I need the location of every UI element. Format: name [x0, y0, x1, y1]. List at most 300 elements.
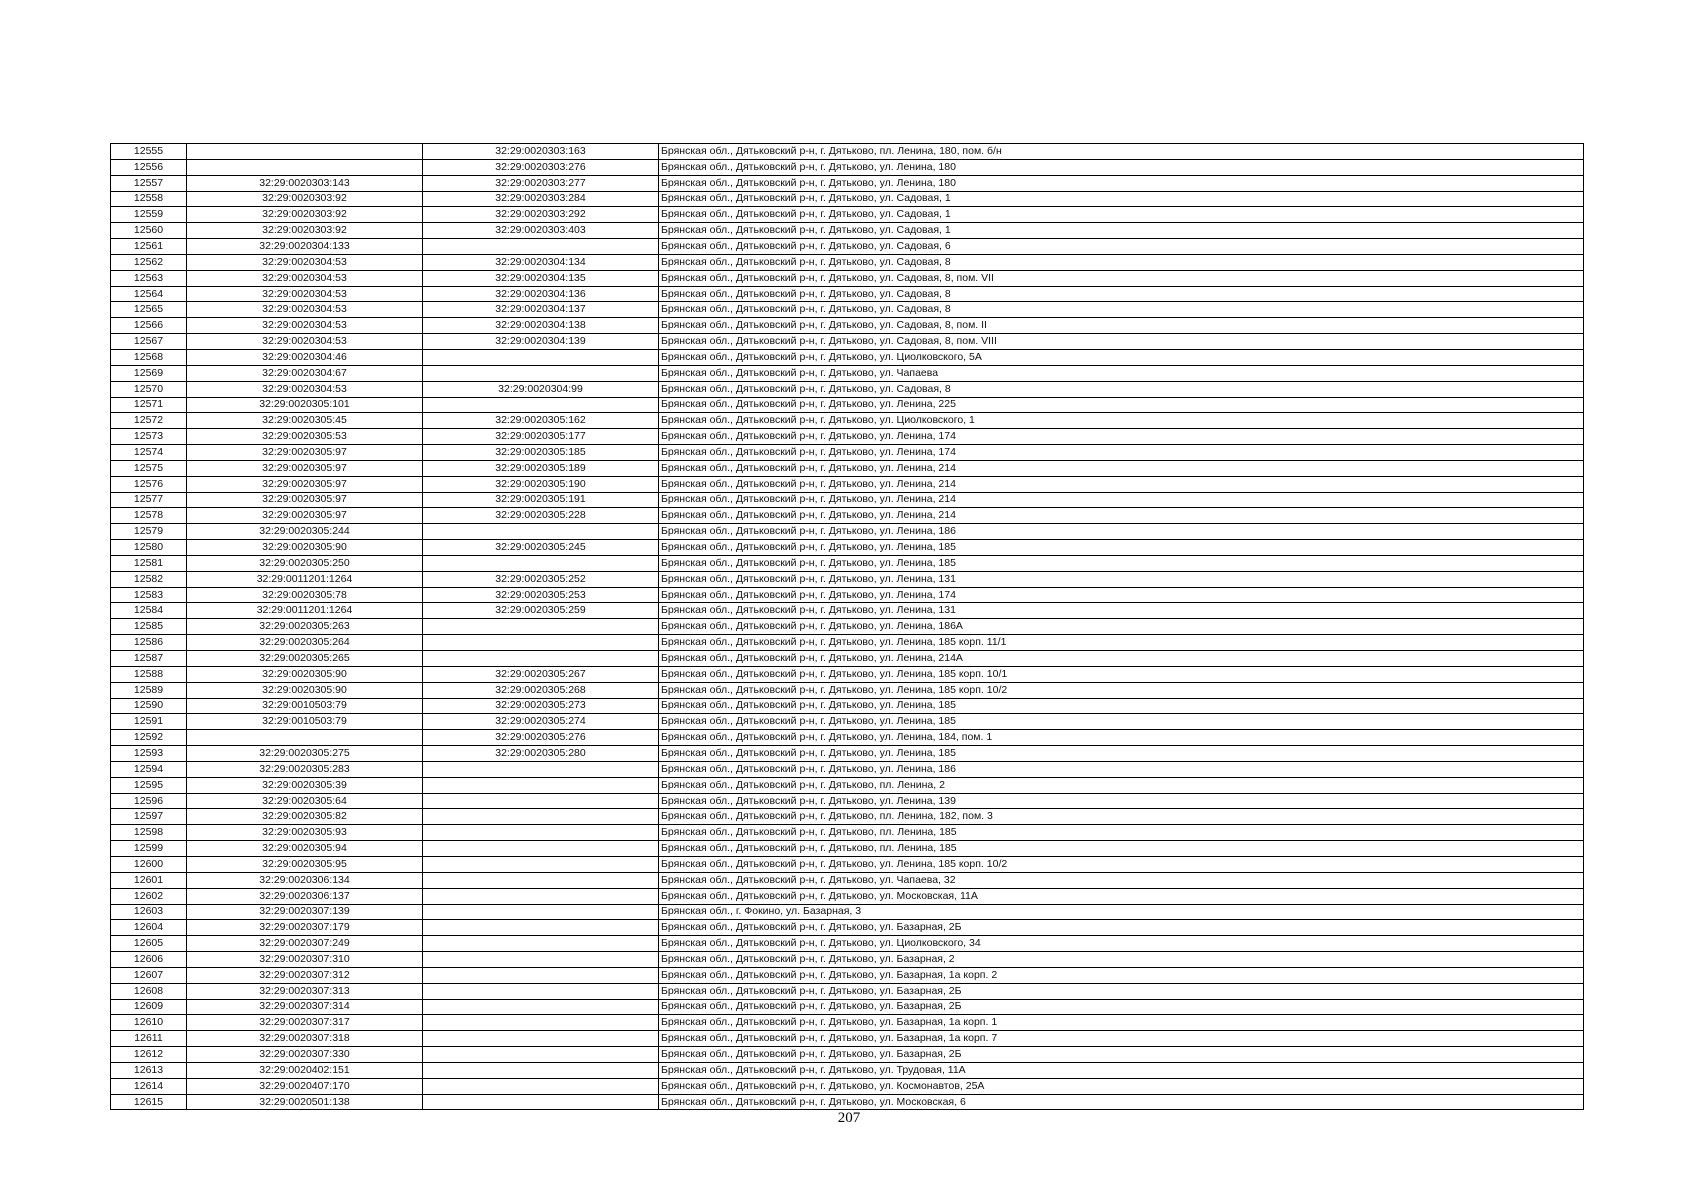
row-number-cell: 12603 [111, 904, 187, 920]
cadastral-number-cell: 32:29:0020304:137 [423, 302, 659, 318]
cadastral-number-cell [423, 777, 659, 793]
cadastral-number-cell [423, 936, 659, 952]
address-cell: Брянская обл., Дятьковский р-н, г. Дятьково, ул. Садовая, 8 [659, 286, 1584, 302]
cadastral-number-cell: 32:29:0020305:274 [423, 714, 659, 730]
cadastral-number-cell [423, 967, 659, 983]
row-number-cell: 12606 [111, 952, 187, 968]
table-row [111, 920, 1584, 936]
parent-cadastral-number-cell: 32:29:0020305:78 [187, 587, 423, 603]
table-row [111, 413, 1584, 429]
row-number-cell: 12594 [111, 761, 187, 777]
table-row [111, 1062, 1584, 1078]
address-cell: Брянская обл., Дятьковский р-н, г. Дятьково, ул. Ленина, 185 [659, 540, 1584, 556]
cadastral-number-cell [423, 888, 659, 904]
address-cell: Брянская обл., Дятьковский р-н, г. Дятьково, ул. Циолковского, 34 [659, 936, 1584, 952]
table-row [111, 207, 1584, 223]
table-row [111, 1015, 1584, 1031]
row-number-cell: 12614 [111, 1078, 187, 1094]
parent-cadastral-number-cell: 32:29:0020303:143 [187, 175, 423, 191]
parent-cadastral-number-cell: 32:29:0020306:137 [187, 888, 423, 904]
row-number-cell: 12569 [111, 365, 187, 381]
address-cell: Брянская обл., Дятьковский р-н, г. Дятьково, ул. Ленина, 185 [659, 698, 1584, 714]
parent-cadastral-number-cell: 32:29:0020407:170 [187, 1078, 423, 1094]
parent-cadastral-number-cell [187, 144, 423, 160]
row-number-cell: 12602 [111, 888, 187, 904]
address-cell: Брянская обл., Дятьковский р-н, г. Дятьково, ул. Базарная, 1а корп. 7 [659, 1031, 1584, 1047]
cadastral-number-cell [423, 920, 659, 936]
parent-cadastral-number-cell: 32:29:0020305:90 [187, 682, 423, 698]
row-number-cell: 12609 [111, 999, 187, 1015]
parent-cadastral-number-cell [187, 159, 423, 175]
cadastral-number-cell: 32:29:0020304:99 [423, 381, 659, 397]
table-row [111, 651, 1584, 667]
row-number-cell: 12597 [111, 809, 187, 825]
cadastral-number-cell: 32:29:0020305:253 [423, 587, 659, 603]
address-cell: Брянская обл., Дятьковский р-н, г. Дятьково, ул. Ленина, 186А [659, 619, 1584, 635]
parent-cadastral-number-cell: 32:29:0020305:53 [187, 429, 423, 445]
table-row [111, 603, 1584, 619]
row-number-cell: 12608 [111, 983, 187, 999]
cadastral-number-cell: 32:29:0020305:268 [423, 682, 659, 698]
table-row [111, 334, 1584, 350]
table-row [111, 967, 1584, 983]
cadastral-number-cell: 32:29:0020305:228 [423, 508, 659, 524]
row-number-cell: 12566 [111, 318, 187, 334]
parent-cadastral-number-cell: 32:29:0020305:64 [187, 793, 423, 809]
row-number-cell: 12604 [111, 920, 187, 936]
cadastral-number-cell: 32:29:0020305:276 [423, 730, 659, 746]
row-number-cell: 12613 [111, 1062, 187, 1078]
parent-cadastral-number-cell: 32:29:0020305:94 [187, 841, 423, 857]
table-row [111, 445, 1584, 461]
cadastral-number-cell [423, 904, 659, 920]
address-cell: Брянская обл., Дятьковский р-н, г. Дятьково, ул. Садовая, 8 [659, 254, 1584, 270]
row-number-cell: 12557 [111, 175, 187, 191]
table-row [111, 1078, 1584, 1094]
row-number-cell: 12584 [111, 603, 187, 619]
address-cell: Брянская обл., Дятьковский р-н, г. Дятьково, ул. Базарная, 1а корп. 2 [659, 967, 1584, 983]
row-number-cell: 12556 [111, 159, 187, 175]
address-cell: Брянская обл., Дятьковский р-н, г. Дятьково, ул. Ленина, 131 [659, 571, 1584, 587]
parent-cadastral-number-cell: 32:29:0020305:97 [187, 445, 423, 461]
cadastral-number-cell [423, 999, 659, 1015]
table-row [111, 349, 1584, 365]
address-cell: Брянская обл., Дятьковский р-н, г. Дятьково, ул. Ленина, 185 корп. 10/1 [659, 666, 1584, 682]
address-cell: Брянская обл., Дятьковский р-н, г. Дятьково, ул. Ленина, 186 [659, 761, 1584, 777]
cadastral-number-cell [423, 397, 659, 413]
table-row [111, 270, 1584, 286]
address-cell: Брянская обл., Дятьковский р-н, г. Дятьково, ул. Базарная, 1а корп. 1 [659, 1015, 1584, 1031]
address-cell: Брянская обл., Дятьковский р-н, г. Дятьково, ул. Ленина, 214 [659, 476, 1584, 492]
cadastral-number-cell: 32:29:0020303:277 [423, 175, 659, 191]
row-number-cell: 12600 [111, 856, 187, 872]
table-row [111, 952, 1584, 968]
parent-cadastral-number-cell: 32:29:0010503:79 [187, 698, 423, 714]
cadastral-number-cell: 32:29:0020304:135 [423, 270, 659, 286]
address-cell: Брянская обл., г. Фокино, ул. Базарная, 3 [659, 904, 1584, 920]
table-row [111, 492, 1584, 508]
cadastral-number-cell [423, 761, 659, 777]
cadastral-number-cell [423, 825, 659, 841]
cadastral-number-cell: 32:29:0020304:139 [423, 334, 659, 350]
parent-cadastral-number-cell: 32:29:0020305:244 [187, 524, 423, 540]
table-row [111, 872, 1584, 888]
table-row [111, 144, 1584, 160]
table-row [111, 999, 1584, 1015]
table-row [111, 365, 1584, 381]
address-cell: Брянская обл., Дятьковский р-н, г. Дятьково, ул. Садовая, 8 [659, 381, 1584, 397]
table-row [111, 746, 1584, 762]
row-number-cell: 12598 [111, 825, 187, 841]
parent-cadastral-number-cell: 32:29:0020501:138 [187, 1094, 423, 1110]
parent-cadastral-number-cell: 32:29:0020305:90 [187, 540, 423, 556]
cadastral-number-cell: 32:29:0020303:276 [423, 159, 659, 175]
address-cell: Брянская обл., Дятьковский р-н, г. Дятьково, ул. Ленина, 185 корп. 11/1 [659, 635, 1584, 651]
cadastral-number-cell [423, 841, 659, 857]
cadastral-number-cell [423, 1094, 659, 1110]
cadastral-number-cell [423, 619, 659, 635]
row-number-cell: 12555 [111, 144, 187, 160]
table-row [111, 397, 1584, 413]
row-number-cell: 12560 [111, 223, 187, 239]
address-cell: Брянская обл., Дятьковский р-н, г. Дятьково, ул. Ленина, 214 [659, 460, 1584, 476]
address-cell: Брянская обл., Дятьковский р-н, г. Дятьково, ул. Садовая, 1 [659, 223, 1584, 239]
row-number-cell: 12564 [111, 286, 187, 302]
row-number-cell: 12591 [111, 714, 187, 730]
table-row [111, 936, 1584, 952]
address-cell: Брянская обл., Дятьковский р-н, г. Дятьково, ул. Ленина, 131 [659, 603, 1584, 619]
parent-cadastral-number-cell: 32:29:0020306:134 [187, 872, 423, 888]
parent-cadastral-number-cell: 32:29:0020304:46 [187, 349, 423, 365]
cadastral-number-cell [423, 635, 659, 651]
cadastral-number-cell [423, 365, 659, 381]
cadastral-number-cell [423, 809, 659, 825]
address-cell: Брянская обл., Дятьковский р-н, г. Дятьково, пл. Ленина, 180, пом. б/н [659, 144, 1584, 160]
parent-cadastral-number-cell: 32:29:0020307:179 [187, 920, 423, 936]
parent-cadastral-number-cell: 32:29:0020307:314 [187, 999, 423, 1015]
table-row [111, 841, 1584, 857]
table-row [111, 159, 1584, 175]
cadastral-number-cell: 32:29:0020304:134 [423, 254, 659, 270]
cadastral-number-cell [423, 349, 659, 365]
table-row [111, 761, 1584, 777]
cadastral-number-cell: 32:29:0020303:163 [423, 144, 659, 160]
address-cell: Брянская обл., Дятьковский р-н, г. Дятьково, ул. Московская, 11А [659, 888, 1584, 904]
table-row [111, 888, 1584, 904]
row-number-cell: 12568 [111, 349, 187, 365]
address-cell: Брянская обл., Дятьковский р-н, г. Дятьково, ул. Ленина, 214А [659, 651, 1584, 667]
row-number-cell: 12610 [111, 1015, 187, 1031]
parent-cadastral-number-cell: 32:29:0020305:93 [187, 825, 423, 841]
cadastral-number-cell: 32:29:0020303:403 [423, 223, 659, 239]
address-cell: Брянская обл., Дятьковский р-н, г. Дятьково, пл. Ленина, 182, пом. 3 [659, 809, 1584, 825]
cadastral-number-cell [423, 651, 659, 667]
row-number-cell: 12572 [111, 413, 187, 429]
table-row [111, 698, 1584, 714]
address-cell: Брянская обл., Дятьковский р-н, г. Дятьково, ул. Ленина, 174 [659, 429, 1584, 445]
parent-cadastral-number-cell: 32:29:0020305:263 [187, 619, 423, 635]
parent-cadastral-number-cell: 32:29:0020304:53 [187, 254, 423, 270]
table-row [111, 682, 1584, 698]
address-cell: Брянская обл., Дятьковский р-н, г. Дятьково, ул. Садовая, 8, пом. II [659, 318, 1584, 334]
table-row [111, 540, 1584, 556]
cadastral-number-cell: 32:29:0020305:189 [423, 460, 659, 476]
table-row [111, 571, 1584, 587]
address-cell: Брянская обл., Дятьковский р-н, г. Дятьково, ул. Садовая, 8 [659, 302, 1584, 318]
address-cell: Брянская обл., Дятьковский р-н, г. Дятьково, ул. Ленина, 174 [659, 587, 1584, 603]
row-number-cell: 12579 [111, 524, 187, 540]
row-number-cell: 12601 [111, 872, 187, 888]
table-row [111, 730, 1584, 746]
parent-cadastral-number-cell: 32:29:0011201:1264 [187, 571, 423, 587]
address-cell: Брянская обл., Дятьковский р-н, г. Дятьково, пл. Ленина, 185 [659, 841, 1584, 857]
table-row [111, 318, 1584, 334]
cadastral-number-cell [423, 524, 659, 540]
address-cell: Брянская обл., Дятьковский р-н, г. Дятьково, ул. Ленина, 185 корп. 10/2 [659, 856, 1584, 872]
row-number-cell: 12596 [111, 793, 187, 809]
parent-cadastral-number-cell: 32:29:0010503:79 [187, 714, 423, 730]
address-cell: Брянская обл., Дятьковский р-н, г. Дятьково, ул. Чапаева [659, 365, 1584, 381]
parent-cadastral-number-cell: 32:29:0020305:95 [187, 856, 423, 872]
address-cell: Брянская обл., Дятьковский р-н, г. Дятьково, ул. Ленина, 184, пом. 1 [659, 730, 1584, 746]
row-number-cell: 12605 [111, 936, 187, 952]
parent-cadastral-number-cell: 32:29:0020303:92 [187, 223, 423, 239]
cadastral-number-cell: 32:29:0020303:292 [423, 207, 659, 223]
table-row [111, 825, 1584, 841]
parent-cadastral-number-cell: 32:29:0020307:139 [187, 904, 423, 920]
parent-cadastral-number-cell: 32:29:0020305:82 [187, 809, 423, 825]
address-cell: Брянская обл., Дятьковский р-н, г. Дятьково, ул. Ленина, 180 [659, 159, 1584, 175]
table-row [111, 286, 1584, 302]
parent-cadastral-number-cell: 32:29:0020304:53 [187, 318, 423, 334]
parent-cadastral-number-cell: 32:29:0020305:90 [187, 666, 423, 682]
address-cell: Брянская обл., Дятьковский р-н, г. Дятьково, ул. Трудовая, 11А [659, 1062, 1584, 1078]
row-number-cell: 12581 [111, 555, 187, 571]
address-cell: Брянская обл., Дятьковский р-н, г. Дятьково, ул. Циолковского, 1 [659, 413, 1584, 429]
row-number-cell: 12563 [111, 270, 187, 286]
parent-cadastral-number-cell: 32:29:0020304:67 [187, 365, 423, 381]
row-number-cell: 12578 [111, 508, 187, 524]
cadastral-number-cell: 32:29:0020304:136 [423, 286, 659, 302]
address-cell: Брянская обл., Дятьковский р-н, г. Дятьково, ул. Базарная, 2 [659, 952, 1584, 968]
table-row [111, 555, 1584, 571]
page-number: 207 [837, 1110, 861, 1126]
address-cell: Брянская обл., Дятьковский р-н, г. Дятьково, ул. Циолковского, 5А [659, 349, 1584, 365]
table-row [111, 856, 1584, 872]
parent-cadastral-number-cell: 32:29:0020402:151 [187, 1062, 423, 1078]
address-cell: Брянская обл., Дятьковский р-н, г. Дятьково, ул. Ленина, 186 [659, 524, 1584, 540]
row-number-cell: 12562 [111, 254, 187, 270]
row-number-cell: 12571 [111, 397, 187, 413]
cadastral-number-cell: 32:29:0020305:191 [423, 492, 659, 508]
cadastral-number-cell: 32:29:0020305:252 [423, 571, 659, 587]
cadastral-number-cell: 32:29:0020303:284 [423, 191, 659, 207]
address-cell: Брянская обл., Дятьковский р-н, г. Дятьково, ул. Базарная, 2Б [659, 999, 1584, 1015]
parent-cadastral-number-cell: 32:29:0020305:97 [187, 492, 423, 508]
cadastral-number-cell: 32:29:0020305:259 [423, 603, 659, 619]
address-cell: Брянская обл., Дятьковский р-н, г. Дятьково, ул. Садовая, 8, пом. VII [659, 270, 1584, 286]
cadastral-number-cell [423, 872, 659, 888]
table-row [111, 239, 1584, 255]
row-number-cell: 12577 [111, 492, 187, 508]
row-number-cell: 12561 [111, 239, 187, 255]
table-row [111, 508, 1584, 524]
address-cell: Брянская обл., Дятьковский р-н, г. Дятьково, ул. Садовая, 6 [659, 239, 1584, 255]
row-number-cell: 12592 [111, 730, 187, 746]
cadastral-number-cell [423, 983, 659, 999]
address-cell: Брянская обл., Дятьковский р-н, г. Дятьково, пл. Ленина, 185 [659, 825, 1584, 841]
parent-cadastral-number-cell: 32:29:0020305:265 [187, 651, 423, 667]
parent-cadastral-number-cell: 32:29:0020305:45 [187, 413, 423, 429]
address-cell: Брянская обл., Дятьковский р-н, г. Дятьково, ул. Ленина, 214 [659, 508, 1584, 524]
table-row [111, 809, 1584, 825]
row-number-cell: 12573 [111, 429, 187, 445]
row-number-cell: 12575 [111, 460, 187, 476]
registry-table-body [111, 144, 1584, 1110]
table-row [111, 429, 1584, 445]
row-number-cell: 12612 [111, 1047, 187, 1063]
row-number-cell: 12583 [111, 587, 187, 603]
table-row [111, 191, 1584, 207]
parent-cadastral-number-cell: 32:29:0020305:250 [187, 555, 423, 571]
parent-cadastral-number-cell: 32:29:0020307:330 [187, 1047, 423, 1063]
parent-cadastral-number-cell: 32:29:0020305:275 [187, 746, 423, 762]
address-cell: Брянская обл., Дятьковский р-н, г. Дятьково, ул. Базарная, 2Б [659, 983, 1584, 999]
parent-cadastral-number-cell: 32:29:0020305:97 [187, 508, 423, 524]
row-number-cell: 12558 [111, 191, 187, 207]
row-number-cell: 12615 [111, 1094, 187, 1110]
parent-cadastral-number-cell: 32:29:0020307:249 [187, 936, 423, 952]
row-number-cell: 12559 [111, 207, 187, 223]
cadastral-number-cell [423, 793, 659, 809]
table-row [111, 793, 1584, 809]
row-number-cell: 12599 [111, 841, 187, 857]
cadastral-number-cell [423, 1078, 659, 1094]
address-cell: Брянская обл., Дятьковский р-н, г. Дятьково, ул. Чапаева, 32 [659, 872, 1584, 888]
row-number-cell: 12567 [111, 334, 187, 350]
table-row [111, 1031, 1584, 1047]
parent-cadastral-number-cell: 32:29:0020304:133 [187, 239, 423, 255]
parent-cadastral-number-cell: 32:29:0020303:92 [187, 191, 423, 207]
table-row [111, 524, 1584, 540]
row-number-cell: 12607 [111, 967, 187, 983]
cadastral-number-cell: 32:29:0020305:190 [423, 476, 659, 492]
row-number-cell: 12565 [111, 302, 187, 318]
parent-cadastral-number-cell: 32:29:0020307:310 [187, 952, 423, 968]
row-number-cell: 12570 [111, 381, 187, 397]
table-row [111, 223, 1584, 239]
registry-table [110, 143, 1584, 1110]
address-cell: Брянская обл., Дятьковский р-н, г. Дятьково, ул. Московская, 6 [659, 1094, 1584, 1110]
address-cell: Брянская обл., Дятьковский р-н, г. Дятьково, ул. Базарная, 2Б [659, 920, 1584, 936]
cadastral-number-cell: 32:29:0020305:273 [423, 698, 659, 714]
row-number-cell: 12585 [111, 619, 187, 635]
row-number-cell: 12582 [111, 571, 187, 587]
table-row [111, 904, 1584, 920]
cadastral-number-cell [423, 1031, 659, 1047]
cadastral-number-cell: 32:29:0020305:162 [423, 413, 659, 429]
cadastral-number-cell: 32:29:0020304:138 [423, 318, 659, 334]
parent-cadastral-number-cell: 32:29:0020305:97 [187, 476, 423, 492]
table-row [111, 635, 1584, 651]
cadastral-number-cell [423, 952, 659, 968]
address-cell: Брянская обл., Дятьковский р-н, г. Дятьково, ул. Ленина, 139 [659, 793, 1584, 809]
parent-cadastral-number-cell: 32:29:0020307:318 [187, 1031, 423, 1047]
cadastral-number-cell [423, 239, 659, 255]
cadastral-number-cell [423, 555, 659, 571]
table-row [111, 302, 1584, 318]
cadastral-number-cell [423, 856, 659, 872]
row-number-cell: 12593 [111, 746, 187, 762]
address-cell: Брянская обл., Дятьковский р-н, г. Дятьково, ул. Ленина, 174 [659, 445, 1584, 461]
cadastral-number-cell: 32:29:0020305:280 [423, 746, 659, 762]
parent-cadastral-number-cell [187, 730, 423, 746]
table-row [111, 619, 1584, 635]
parent-cadastral-number-cell: 32:29:0020304:53 [187, 334, 423, 350]
address-cell: Брянская обл., Дятьковский р-н, г. Дятьково, ул. Садовая, 1 [659, 191, 1584, 207]
cadastral-number-cell: 32:29:0020305:185 [423, 445, 659, 461]
row-number-cell: 12576 [111, 476, 187, 492]
parent-cadastral-number-cell: 32:29:0020304:53 [187, 302, 423, 318]
cadastral-number-cell [423, 1062, 659, 1078]
parent-cadastral-number-cell: 32:29:0011201:1264 [187, 603, 423, 619]
parent-cadastral-number-cell: 32:29:0020304:53 [187, 381, 423, 397]
address-cell: Брянская обл., Дятьковский р-н, г. Дятьково, ул. Ленина, 214 [659, 492, 1584, 508]
table-row [111, 254, 1584, 270]
row-number-cell: 12588 [111, 666, 187, 682]
parent-cadastral-number-cell: 32:29:0020305:97 [187, 460, 423, 476]
row-number-cell: 12580 [111, 540, 187, 556]
address-cell: Брянская обл., Дятьковский р-н, г. Дятьково, ул. Ленина, 180 [659, 175, 1584, 191]
address-cell: Брянская обл., Дятьковский р-н, г. Дятьково, ул. Ленина, 185 [659, 746, 1584, 762]
cadastral-number-cell: 32:29:0020305:177 [423, 429, 659, 445]
parent-cadastral-number-cell: 32:29:0020305:283 [187, 761, 423, 777]
table-row [111, 1094, 1584, 1110]
parent-cadastral-number-cell: 32:29:0020304:53 [187, 270, 423, 286]
address-cell: Брянская обл., Дятьковский р-н, г. Дятьково, ул. Ленина, 185 корп. 10/2 [659, 682, 1584, 698]
table-row [111, 777, 1584, 793]
address-cell: Брянская обл., Дятьковский р-н, г. Дятьково, ул. Садовая, 1 [659, 207, 1584, 223]
row-number-cell: 12586 [111, 635, 187, 651]
row-number-cell: 12587 [111, 651, 187, 667]
row-number-cell: 12590 [111, 698, 187, 714]
address-cell: Брянская обл., Дятьковский р-н, г. Дятьково, ул. Ленина, 225 [659, 397, 1584, 413]
parent-cadastral-number-cell: 32:29:0020303:92 [187, 207, 423, 223]
address-cell: Брянская обл., Дятьковский р-н, г. Дятьково, ул. Ленина, 185 [659, 555, 1584, 571]
cadastral-number-cell [423, 1047, 659, 1063]
parent-cadastral-number-cell: 32:29:0020305:101 [187, 397, 423, 413]
parent-cadastral-number-cell: 32:29:0020304:53 [187, 286, 423, 302]
row-number-cell: 12611 [111, 1031, 187, 1047]
table-row [111, 714, 1584, 730]
address-cell: Брянская обл., Дятьковский р-н, г. Дятьково, ул. Садовая, 8, пом. VIII [659, 334, 1584, 350]
parent-cadastral-number-cell: 32:29:0020307:317 [187, 1015, 423, 1031]
address-cell: Брянская обл., Дятьковский р-н, г. Дятьково, пл. Ленина, 2 [659, 777, 1584, 793]
row-number-cell: 12595 [111, 777, 187, 793]
table-row [111, 175, 1584, 191]
address-cell: Брянская обл., Дятьковский р-н, г. Дятьково, ул. Космонавтов, 25А [659, 1078, 1584, 1094]
parent-cadastral-number-cell: 32:29:0020307:313 [187, 983, 423, 999]
table-row [111, 1047, 1584, 1063]
row-number-cell: 12574 [111, 445, 187, 461]
table-row [111, 476, 1584, 492]
table-row [111, 460, 1584, 476]
cadastral-number-cell: 32:29:0020305:245 [423, 540, 659, 556]
table-row [111, 983, 1584, 999]
row-number-cell: 12589 [111, 682, 187, 698]
table-row [111, 587, 1584, 603]
cadastral-number-cell [423, 1015, 659, 1031]
